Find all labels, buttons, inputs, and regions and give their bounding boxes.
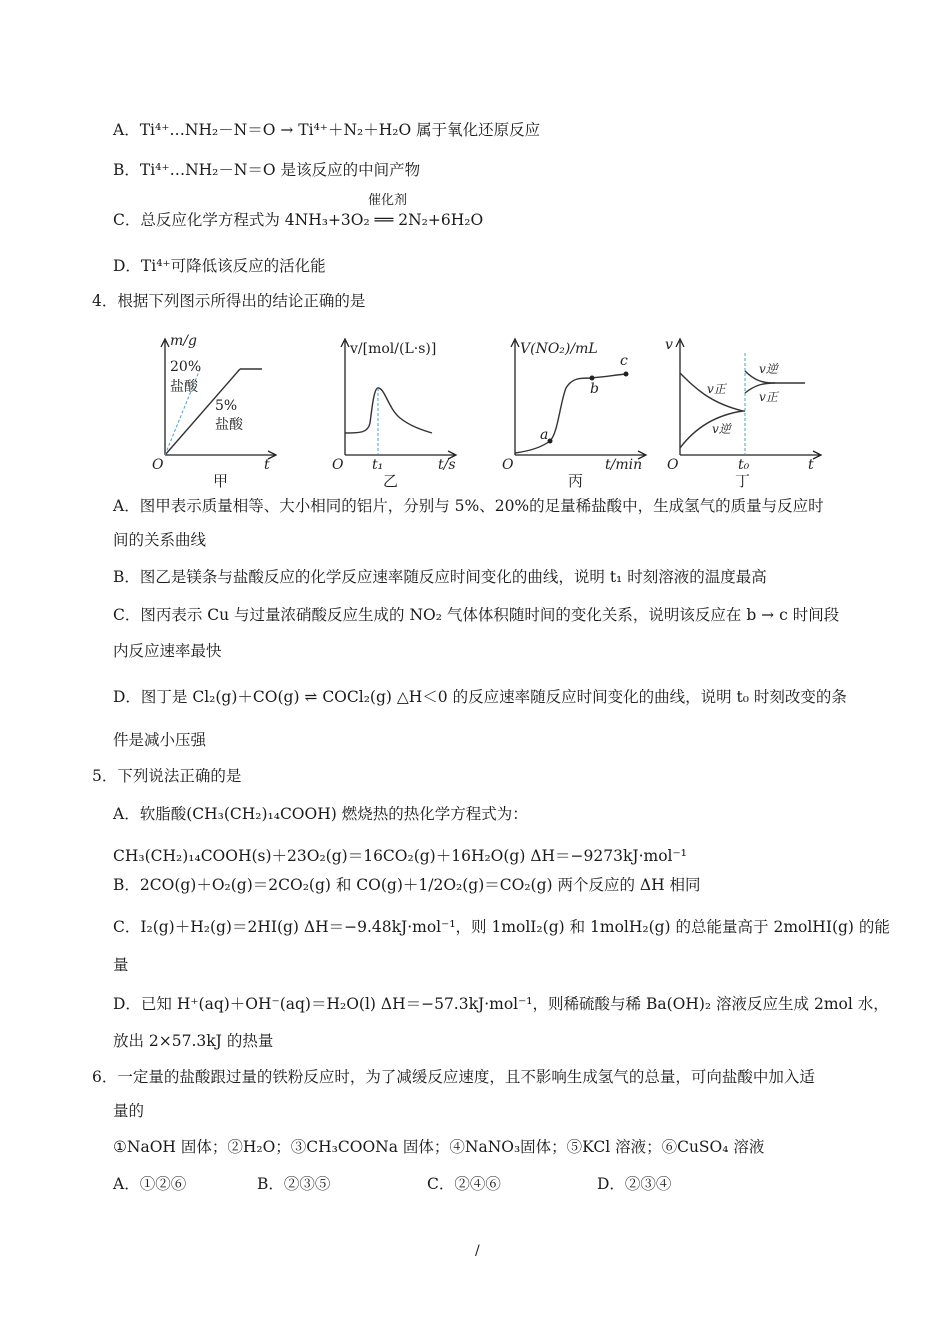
ding-v-ni: v逆 [712, 422, 731, 436]
yi-origin: O [332, 457, 344, 473]
q6-option-a: A．①②⑥ [113, 1175, 187, 1193]
jia-label-5b: 盐酸 [215, 417, 243, 433]
q5-option-c-line1: C．I₂(g)＋H₂(g)＝2HI(g) ΔH＝−9.48kJ·mol⁻¹，则 1molI₂(g) 和 1molH₂(g) 的总能量高于 2molHI(g) 的能 [113, 918, 890, 936]
q5-stem: 5．下列说法正确的是 [92, 767, 242, 785]
jia-caption: 甲 [213, 472, 229, 490]
bing-xlabel: t/min [605, 457, 643, 473]
q6-option-d: D．②③④ [597, 1175, 672, 1193]
q4-option-a-line2: 间的关系曲线 [113, 531, 207, 549]
jia-label-5: 5% [215, 398, 238, 414]
q4-option-d-line2: 件是减小压强 [113, 731, 207, 749]
jia-xlabel: t [264, 457, 270, 473]
yi-xtick: t₁ [372, 457, 384, 473]
yi-caption: 乙 [383, 472, 399, 490]
bing-label-b: b [590, 381, 599, 397]
jia-origin: O [152, 457, 164, 473]
q3-option-a: A．Ti⁴⁺…NH₂－N＝O → Ti⁴⁺＋N₂＋H₂O 属于氧化还原反应 [113, 121, 541, 139]
ding-caption: 丁 [735, 472, 751, 490]
graph-jia [150, 333, 280, 477]
yi-xlabel: t/s [438, 457, 456, 473]
q6-stem-line1: 6．一定量的盐酸跟过量的铁粉反应时，为了减缓反应速度，且不影响生成氢气的总量，可向盐酸中加入适 [92, 1068, 815, 1086]
graph-ding [665, 333, 825, 477]
q6-option-c: C．②④⑥ [427, 1175, 501, 1193]
q4-stem: 4．根据下列图示所得出的结论正确的是 [92, 292, 366, 310]
q5-option-a-line2: CH₃(CH₂)₁₄COOH(s)＋23O₂(g)＝16CO₂(g)＋16H₂O(g) ΔH＝−9273kJ·mol⁻¹ [113, 847, 687, 865]
q3-option-d: D．Ti⁴⁺可降低该反应的活化能 [113, 257, 326, 275]
jia-label-20: 20% [170, 359, 202, 375]
bing-point-c [624, 372, 629, 377]
ding-v-zheng: v正 [707, 382, 726, 396]
ding-origin: O [667, 457, 679, 473]
graph-bing [500, 333, 650, 477]
jia-label-20b: 盐酸 [170, 379, 198, 395]
bing-ylabel: V(NO₂)/mL [520, 341, 598, 357]
q6-option-b: B．②③⑤ [257, 1175, 331, 1193]
bing-label-a: a [540, 427, 549, 443]
ding-xtick: t₀ [738, 457, 750, 473]
q4-option-d-line1: D．图丁是 Cl₂(g)＋CO(g) ⇌ COCl₂(g) △H＜0 的反应速率随反应时间变化的曲线，说明 t₀ 时刻改变的条 [113, 688, 847, 706]
graph-yi [330, 333, 460, 477]
bing-caption: 丙 [568, 472, 584, 490]
ding-v-zheng2: v正 [759, 390, 778, 404]
bing-point-b [590, 376, 595, 381]
q6-items: ①NaOH 固体；②H₂O；③CH₃COONa 固体；④NaNO₃固体；⑤KCl 溶液；⑥CuSO₄ 溶液 [113, 1138, 765, 1156]
yi-ylabel: v/[mol/(L·s)] [350, 341, 437, 357]
q6-stem-line2: 量的 [113, 1102, 145, 1120]
q4-option-c-line1: C．图丙表示 Cu 与过量浓硝酸反应生成的 NO₂ 气体体积随时间的变化关系，说明该反应在 b → c 时间段 [113, 606, 840, 624]
bing-origin: O [502, 457, 514, 473]
q3-catalyst-label: 催化剂 [368, 193, 408, 208]
q5-option-d-line1: D．已知 H⁺(aq)＋OH⁻(aq)＝H₂O(l) ΔH＝−57.3kJ·mol⁻¹，则稀硫酸与稀 Ba(OH)₂ 溶液反应生成 2mol 水， [113, 995, 889, 1013]
q5-option-d-line2: 放出 2×57.3kJ 的热量 [113, 1032, 274, 1050]
q5-option-a-line1: A．软脂酸(CH₃(CH₂)₁₄COOH) 燃烧热的热化学方程式为： [113, 805, 528, 823]
q5-option-c-line2: 量 [113, 956, 129, 974]
jia-ylabel: m/g [170, 333, 197, 349]
q3-option-b: B．Ti⁴⁺…NH₂－N＝O 是该反应的中间产物 [113, 161, 421, 179]
q3-option-c: C．总反应化学方程式为 4NH₃+3O₂ ══ 2N₂+6H₂O [113, 211, 484, 229]
ding-ylabel: v [665, 337, 673, 353]
ding-v-ni2: v逆 [759, 362, 778, 376]
q4-option-b: B．图乙是镁条与盐酸反应的化学反应速率随反应时间变化的曲线，说明 t₁ 时刻溶液的温度最高 [113, 568, 767, 586]
bing-label-c: c [620, 353, 628, 369]
q4-option-c-line2: 内反应速率最快 [113, 642, 222, 660]
q4-option-a-line1: A．图甲表示质量相等、大小相同的铝片，分别与 5%、20%的足量稀盐酸中，生成氢气的质量与反应时 [113, 497, 824, 515]
page-footer: / [475, 1243, 480, 1259]
ding-xlabel: t [808, 457, 814, 473]
q5-option-b: B．2CO(g)＋O₂(g)＝2CO₂(g) 和 CO(g)＋1/2O₂(g)＝CO₂(g) 两个反应的 ΔH 相同 [113, 876, 701, 894]
